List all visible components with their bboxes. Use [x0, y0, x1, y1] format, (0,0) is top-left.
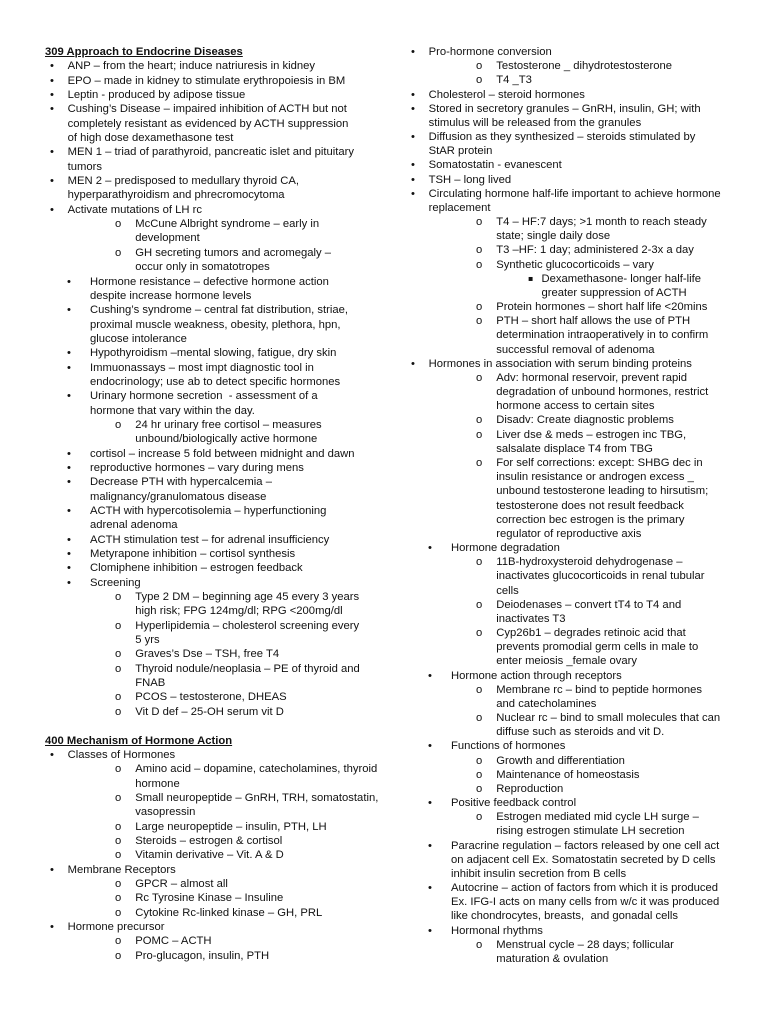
- bullet-item: [45, 461, 385, 475]
- bullet-marker: ▪: [528, 273, 534, 283]
- bullet-item: [406, 669, 751, 683]
- right-column: [406, 45, 751, 966]
- item-text: Adv: hormonal reservoir, prevent rapid degradation of unbound hormones, restrict hormone access to certain sites: [496, 371, 709, 413]
- bullet-marker: o: [115, 834, 122, 847]
- bullet-marker: o: [476, 712, 483, 725]
- item-text: Liver dse & meds – estrogen inc TBG, salsalate displace T4 from TBG: [496, 428, 687, 455]
- item-text: reproductive hormones – vary during mens: [90, 461, 304, 474]
- left-column: [45, 45, 385, 963]
- sub-bullet-item: [45, 662, 385, 691]
- bullet-marker: •: [50, 863, 54, 876]
- bullet-marker: •: [67, 461, 71, 474]
- item-text: Growth and differentiation: [496, 754, 625, 767]
- item-text: Hormone precursor: [67, 920, 165, 933]
- item-text: Maintenance of homeostasis: [496, 768, 640, 781]
- item-text: Pro-hormone conversion: [428, 46, 552, 58]
- bullet-marker: •: [67, 447, 71, 460]
- item-text: For self corrections: except: SHBG dec in insulin resistance or androgen excess _ unbound testosterone leading to hirsutism; testosterone does not result feedback correction bec estrogen is the primary regulator of reproductive axis: [496, 456, 709, 540]
- item-text: EPO – made in kidney to stimulate erythropoiesis in BM: [67, 74, 346, 87]
- bullet-item: [406, 102, 751, 130]
- sub-bullet-item: [406, 243, 751, 257]
- bullet-marker: o: [115, 246, 122, 259]
- bullet-item: [406, 130, 751, 158]
- bullet-marker: o: [115, 648, 122, 661]
- item-text: MEN 1 – triad of parathyroid, pancreatic islet and pituitary tumors: [67, 146, 354, 173]
- item-text: Hormones in association with serum binding proteins: [428, 357, 692, 370]
- bullet-item: [45, 59, 385, 73]
- bullet-marker: •: [67, 347, 71, 360]
- item-text: Urinary hormone secretion - assessment of a hormone that vary within the day.: [90, 390, 318, 417]
- item-text: Disadv: Create diagnostic problems: [496, 414, 674, 427]
- bullet-item: [406, 881, 751, 924]
- bullet-marker: o: [476, 258, 483, 271]
- item-text: Large neuropeptide – insulin, PTH, LH: [135, 820, 327, 833]
- bullet-item: [406, 739, 751, 753]
- sub-bullet-item: [406, 683, 751, 711]
- sub-bullet-item: [406, 626, 751, 669]
- item-text: TSH – long lived: [428, 173, 512, 186]
- item-text: Paracrine regulation – factors released by one cell act on adjacent cell Ex. Somatostatin secreted by D cells inhibit insulin secretion from B cells: [451, 839, 720, 880]
- section-heading: 309 Approach to Endocrine Diseases: [45, 46, 243, 58]
- item-text: Rc Tyrosine Kinase – Insuline: [135, 892, 284, 905]
- sub-bullet-item: [406, 598, 751, 626]
- sub-bullet-item: [45, 690, 385, 704]
- bullet-item: [406, 357, 751, 371]
- bullet-marker: •: [50, 175, 54, 188]
- item-text: Hormone resistance – defective hormone action despite increase hormone levels: [90, 275, 329, 302]
- bullet-marker: •: [50, 103, 54, 116]
- item-text: T4 – HF:7 days; >1 month to reach steady state; single daily dose: [496, 216, 707, 243]
- bullet-item: [45, 145, 385, 174]
- bullet-marker: o: [115, 705, 122, 718]
- bullet-marker: o: [115, 418, 122, 431]
- item-text: Protein hormones – short half life <20mins: [496, 301, 708, 314]
- item-text: GH secreting tumors and acromegaly – occur only in somatotropes: [135, 246, 332, 274]
- bullet-item: [45, 346, 385, 360]
- bullet-marker: •: [67, 275, 71, 288]
- bullet-marker: •: [67, 562, 71, 575]
- bullet-marker: •: [428, 924, 432, 937]
- bullet-marker: o: [115, 662, 122, 675]
- bullet-item: [45, 748, 385, 762]
- bullet-item: [45, 533, 385, 547]
- item-text: T4 _T3: [496, 74, 532, 87]
- bullet-marker: o: [476, 556, 483, 569]
- sub-bullet-item: [406, 215, 751, 243]
- bullet-marker: o: [115, 791, 122, 804]
- bullet-marker: o: [476, 216, 483, 229]
- item-text: POMC – ACTH: [135, 935, 212, 948]
- bullet-marker: •: [67, 533, 71, 546]
- sub-bullet-item: [406, 258, 751, 272]
- sub-bullet-item: [45, 705, 385, 719]
- bullet-marker: •: [411, 46, 415, 58]
- item-text: Cushing’s syndrome – central fat distribution, striae, proximal muscle weakness, obesity, plethora, hpn, glucose intolerance: [90, 304, 349, 345]
- bullet-item: [45, 389, 385, 418]
- item-text: ACTH stimulation test – for adrenal insufficiency: [90, 533, 330, 546]
- item-text: Metyrapone inhibition – cortisol synthesis: [90, 548, 296, 561]
- bullet-marker: •: [50, 920, 54, 933]
- sub-bullet-item: [45, 619, 385, 648]
- bullet-marker: •: [428, 797, 432, 810]
- sub-bullet-item: [406, 59, 751, 73]
- bullet-marker: o: [476, 754, 483, 767]
- sub-bullet-item: [45, 934, 385, 948]
- sub-bullet-item: [406, 456, 751, 541]
- sub-bullet-item: [406, 782, 751, 796]
- bullet-item: [45, 275, 385, 304]
- item-text: Hypothyroidism –mental slowing, fatigue, dry skin: [90, 347, 337, 360]
- sub-bullet-item: [406, 371, 751, 414]
- item-text: Circulating hormone half-life important to achieve hormone replacement: [428, 187, 721, 214]
- item-text: Decrease PTH with hypercalcemia – malignancy/granulomatous disease: [90, 476, 272, 503]
- bullet-marker: o: [115, 218, 122, 231]
- bullet-marker: •: [411, 88, 415, 101]
- sub-bullet-item: [406, 428, 751, 456]
- item-text: Positive feedback control: [451, 797, 577, 810]
- bullet-item: [406, 796, 751, 810]
- sub-bullet-item: [45, 647, 385, 661]
- item-text: Deiodenases – convert tT4 to T4 and inactivates T3: [496, 598, 682, 625]
- bullet-marker: •: [67, 548, 71, 561]
- item-text: Cytokine Rc-linked kinase – GH, PRL: [135, 906, 323, 919]
- item-text: Reproduction: [496, 782, 564, 795]
- bullet-marker: o: [115, 763, 122, 776]
- sub-bullet-item: [45, 949, 385, 963]
- bullet-marker: o: [115, 820, 122, 833]
- item-text: Screening: [90, 576, 141, 589]
- bullet-marker: •: [67, 476, 71, 489]
- bullet-marker: •: [428, 839, 432, 852]
- bullet-item: [406, 187, 751, 215]
- item-text: Hormone action through receptors: [451, 669, 622, 682]
- item-text: Autocrine – action of factors from which it is produced Ex. IFG-I acts on many cells from w/c it was produced like chondrocytes, breasts, and gonadal cells: [451, 882, 720, 923]
- bullet-item: [45, 74, 385, 88]
- bullet-marker: o: [115, 619, 122, 632]
- bullet-marker: o: [476, 768, 483, 781]
- sub-bullet-item: [45, 246, 385, 275]
- item-text: Hormone degradation: [451, 542, 560, 555]
- bullet-item: [406, 158, 751, 172]
- item-text: 24 hr urinary free cortisol – measures unbound/biologically active hormone: [135, 418, 322, 446]
- item-text: ACTH with hypercotisolemia – hyperfunctioning adrenal adenoma: [90, 505, 327, 532]
- bullet-marker: o: [476, 414, 483, 427]
- bullet-item: [406, 173, 751, 187]
- sub-bullet-item: [45, 418, 385, 447]
- item-text: Membrane Receptors: [67, 863, 176, 876]
- item-text: Leptin - produced by adipose tissue: [67, 89, 246, 102]
- bullet-item: [406, 45, 751, 59]
- bullet-marker: o: [115, 591, 122, 604]
- bullet-marker: o: [476, 627, 483, 640]
- bullet-item: [406, 924, 751, 938]
- item-text: Amino acid – dopamine, catecholamines, thyroid hormone: [135, 763, 378, 790]
- bullet-marker: •: [428, 669, 432, 682]
- sub-bullet-item: [406, 555, 751, 598]
- bullet-marker: o: [476, 811, 483, 824]
- bullet-marker: •: [50, 748, 54, 761]
- item-text: Immuonassays – most impt diagnostic tool in endocrinology; use ab to detect specific hormones: [90, 361, 341, 388]
- item-text: Diffusion as they synthesized – steroids stimulated by StAR protein: [428, 131, 696, 158]
- item-text: Graves’s Dse – TSH, free T4: [135, 648, 280, 661]
- sub-sub-bullet-item: [406, 272, 751, 300]
- sub-bullet-item: [406, 810, 751, 838]
- bullet-item: [406, 839, 751, 882]
- item-text: PCOS – testosterone, DHEAS: [135, 691, 287, 704]
- bullet-item: [45, 863, 385, 877]
- bullet-marker: o: [476, 598, 483, 611]
- bullet-item: [45, 88, 385, 102]
- sub-bullet-item: [45, 848, 385, 862]
- bullet-marker: o: [476, 301, 483, 314]
- bullet-marker: •: [428, 882, 432, 895]
- item-text: Cholesterol – steroid hormones: [428, 88, 585, 101]
- sub-bullet-item: [45, 877, 385, 891]
- bullet-marker: o: [476, 371, 483, 384]
- item-text: Pro-glucagon, insulin, PTH: [135, 949, 270, 962]
- item-text: 11B-hydroxysteroid dehydrogenase – inactivates glucocorticoids in renal tubular cells: [496, 556, 705, 597]
- item-text: Hormonal rhythms: [451, 924, 543, 937]
- bullet-item: [45, 447, 385, 461]
- sub-bullet-item: [45, 906, 385, 920]
- bullet-marker: •: [411, 187, 415, 200]
- bullet-marker: o: [476, 315, 483, 328]
- bullet-marker: •: [67, 304, 71, 317]
- bullet-item: [45, 475, 385, 504]
- bullet-marker: o: [476, 60, 483, 73]
- bullet-marker: •: [411, 131, 415, 144]
- bullet-marker: •: [67, 505, 71, 517]
- bullet-item: [45, 361, 385, 390]
- item-text: Nuclear rc – bind to small molecules that can diffuse such as steroids and vit D.: [496, 712, 721, 739]
- item-text: Thyroid nodule/neoplasia – PE of thyroid and FNAB: [135, 662, 360, 690]
- sub-bullet-item: [406, 768, 751, 782]
- bullet-item: [45, 576, 385, 590]
- bullet-marker: o: [115, 691, 122, 704]
- sub-bullet-item: [406, 314, 751, 357]
- item-text: Classes of Hormones: [67, 748, 176, 761]
- bullet-item: [45, 174, 385, 203]
- bullet-marker: •: [67, 361, 71, 374]
- bullet-item: [406, 88, 751, 102]
- bullet-marker: o: [115, 892, 122, 905]
- item-text: Vit D def – 25-OH serum vit D: [135, 705, 284, 718]
- bullet-marker: •: [67, 576, 71, 589]
- item-text: Stored in secretory granules – GnRH, insulin, GH; with stimulus will be released from the granules: [428, 102, 701, 129]
- sub-bullet-item: [406, 754, 751, 768]
- sub-bullet-item: [406, 711, 751, 739]
- item-text: Somatostatin - evanescent: [428, 159, 562, 172]
- bullet-marker: o: [115, 906, 122, 919]
- item-text: Type 2 DM – beginning age 45 every 3 years high risk; FPG 124mg/dl; RPG <200mg/dl: [135, 591, 360, 618]
- item-text: Vitamin derivative – Vit. A & D: [135, 849, 284, 862]
- item-text: Cushing’s Disease – impaired inhibition of ACTH but not completely resistant as evidenced by ACTH suppression of high dose dexamethasone test: [67, 103, 349, 145]
- bullet-marker: o: [476, 456, 483, 469]
- item-text: Hyperlipidemia – cholesterol screening every 5 yrs: [135, 619, 360, 647]
- bullet-marker: •: [50, 146, 54, 159]
- bullet-marker: •: [411, 357, 415, 370]
- item-text: Cyp26b1 – degrades retinoic acid that prevents promodial germ cells in male to enter meiosis _female ovary: [496, 627, 699, 668]
- bullet-marker: •: [428, 542, 432, 555]
- sub-bullet-item: [45, 590, 385, 619]
- bullet-item: [45, 203, 385, 217]
- bullet-marker: o: [476, 938, 483, 951]
- item-text: Clomiphene inhibition – estrogen feedback: [90, 562, 303, 575]
- item-text: Membrane rc – bind to peptide hormones and catecholamines: [496, 683, 703, 710]
- item-text: T3 –HF: 1 day; administered 2-3x a day: [496, 244, 694, 257]
- bullet-marker: o: [476, 244, 483, 257]
- item-text: cortisol – increase 5 fold between midnight and dawn: [90, 447, 355, 460]
- bullet-marker: •: [411, 173, 415, 186]
- item-text: McCune Albright syndrome – early in development: [135, 218, 320, 245]
- bullet-item: [45, 504, 385, 533]
- bullet-marker: •: [50, 60, 54, 73]
- bullet-marker: •: [50, 89, 54, 102]
- bullet-item: [45, 561, 385, 575]
- bullet-marker: o: [115, 949, 122, 962]
- bullet-item: [45, 547, 385, 561]
- bullet-marker: •: [67, 390, 71, 403]
- item-text: Steroids – estrogen & cortisol: [135, 834, 283, 847]
- bullet-item: [45, 303, 385, 346]
- bullet-item: [45, 920, 385, 934]
- item-text: MEN 2 – predisposed to medullary thyroid CA, hyperparathyroidism and phrecromocytoma: [67, 175, 299, 202]
- bullet-marker: •: [411, 159, 415, 172]
- bullet-marker: o: [115, 849, 122, 862]
- sub-bullet-item: [406, 300, 751, 314]
- item-text: GPCR – almost all: [135, 877, 228, 890]
- bullet-item: [45, 102, 385, 145]
- item-text: ANP – from the heart; induce natriuresis in kidney: [67, 60, 316, 73]
- item-text: Estrogen mediated mid cycle LH surge – rising estrogen stimulate LH secretion: [496, 811, 699, 838]
- sub-bullet-item: [45, 217, 385, 246]
- sub-bullet-item: [406, 73, 751, 87]
- bullet-marker: o: [476, 428, 483, 441]
- bullet-marker: •: [50, 203, 54, 216]
- bullet-marker: o: [476, 74, 483, 87]
- sub-bullet-item: [45, 891, 385, 905]
- sub-bullet-item: [45, 791, 385, 820]
- item-text: Small neuropeptide – GnRH, TRH, somatostatin, vasopressin: [135, 791, 379, 819]
- sub-bullet-item: [45, 834, 385, 848]
- section-heading: 400 Mechanism of Hormone Action: [45, 734, 233, 747]
- item-text: Testosterone _ dihydrotestosterone: [496, 60, 673, 73]
- bullet-marker: o: [476, 683, 483, 696]
- bullet-marker: o: [476, 782, 483, 795]
- item-text: Activate mutations of LH rc: [67, 203, 203, 216]
- item-text: Functions of hormones: [451, 740, 566, 753]
- sub-bullet-item: [406, 413, 751, 427]
- item-text: Synthetic glucocorticoids – vary: [496, 258, 654, 271]
- bullet-marker: •: [428, 740, 432, 753]
- sub-bullet-item: [45, 762, 385, 791]
- item-text: Menstrual cycle – 28 days; follicular maturation & ovulation: [496, 938, 674, 965]
- sub-bullet-item: [45, 820, 385, 834]
- bullet-item: [406, 541, 751, 555]
- bullet-marker: •: [411, 102, 415, 115]
- bullet-marker: •: [50, 74, 54, 87]
- sub-bullet-item: [406, 938, 751, 966]
- bullet-marker: o: [115, 935, 122, 948]
- item-text: Dexamethasone- longer half-life greater suppression of ACTH: [541, 272, 701, 299]
- item-text: PTH – short half allows the use of PTH determination intraoperatively in to confirm successful removal of adenoma: [496, 315, 709, 356]
- bullet-marker: o: [115, 877, 122, 890]
